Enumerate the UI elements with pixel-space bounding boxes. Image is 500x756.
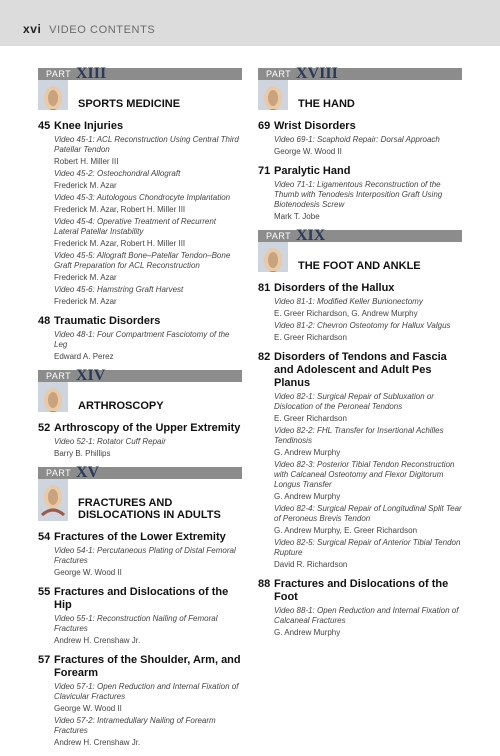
part-header [258,227,462,274]
video-author: Frederick M. Azar, Robert H. Miller III [54,239,186,248]
chapter-title[interactable] [38,120,242,133]
part-title: SPORTS MEDICINE [78,98,181,110]
header-text [23,22,155,36]
part-bar [38,370,242,382]
chapter-name: Traumatic Disorders [54,315,161,327]
video-title[interactable]: Video 88-1: Open Reduction and Internal Fixation of Calcaneal Fractures [274,606,459,625]
part-illustration [258,80,288,110]
part-header [38,65,242,112]
video-author: Robert H. Miller III [54,157,119,166]
chapter-name: Fractures and Dislocations of the Hip [54,586,229,611]
video-author: Andrew H. Crenshaw Jr. [54,636,141,645]
video-author: G. Andrew Murphy [274,492,341,501]
video-title[interactable]: Video 82-3: Posterior Tibial Tendon Reconstruction with Calcaneal Osteotomy and Flexor Digitorum Longus Transfer [274,460,455,489]
chapter-name: Disorders of the Hallux [274,282,395,294]
chapter-entry [38,422,242,459]
part-numeral: XVIII [296,65,338,82]
chapter-number: 48 [38,315,51,327]
chapter-name: Wrist Disorders [274,120,356,132]
video-title[interactable]: Video 82-4: Surgical Repair of Longitudinal Split Tear of Peroneus Brevis Tendon [274,504,462,523]
part-header [258,65,462,112]
video-author: G. Andrew Murphy, E. Greer Richardson [274,526,418,535]
part-bar [258,68,462,80]
chapter-entry [258,351,462,570]
chapter-number: 81 [258,282,271,294]
video-title[interactable]: Video 45-4: Operative Treatment of Recurrent Lateral Patellar Instability [54,217,217,236]
chapter-name: Arthroscopy of the Upper Extremity [54,422,241,434]
video-author: George W. Wood II [54,568,122,577]
video-title[interactable]: Video 48-1: Four Compartment Fasciotomy of the Leg [54,330,230,349]
video-author: Barry B. Phillips [54,449,111,458]
video-title[interactable]: Video 45-3: Autologous Chondrocyte Implantation [54,193,231,202]
video-author: Frederick M. Azar [54,297,117,306]
part-illustration [38,479,68,521]
video-author: Frederick M. Azar, Robert H. Miller III [54,205,186,214]
part-numeral: XIX [296,227,326,244]
chapter-number: 52 [38,422,51,434]
video-author: George W. Wood II [54,704,122,713]
video-author: E. Greer Richardson, G. Andrew Murphy [274,309,418,318]
chapter-entry [38,531,242,578]
chapter-name: Knee Injuries [54,120,124,132]
chapter-number: 45 [38,120,51,132]
video-title[interactable]: Video 45-1: ACL Reconstruction Using Central Third Patellar Tendon [54,135,239,154]
video-author: George W. Wood II [274,147,342,156]
part-bar [38,467,242,479]
video-author: Andrew H. Crenshaw Jr. [54,738,141,747]
page-number: xvi [23,22,42,36]
chapter-title[interactable] [258,351,462,390]
video-author: G. Andrew Murphy [274,448,341,457]
chapter-title[interactable] [258,578,462,604]
part-header [38,367,242,414]
video-author: David R. Richardson [274,560,348,569]
video-author: Edward A. Perez [54,352,114,361]
video-title[interactable]: Video 57-2: Intramedullary Nailing of Forearm Fractures [54,716,216,735]
chapter-title[interactable] [38,531,242,544]
part-label: PART [46,69,72,79]
video-title[interactable]: Video 54-1: Percutaneous Plating of Distal Femoral Fractures [54,546,236,565]
part-header [38,464,242,523]
part-illustration [38,382,68,412]
page-header [0,0,500,60]
video-title[interactable]: Video 82-5: Surgical Repair of Anterior Tibial Tendon Rupture [274,538,461,557]
part-title: ARTHROSCOPY [78,400,164,412]
left-column [38,65,242,756]
chapter-number: 57 [38,654,51,666]
chapter-title[interactable] [38,315,242,328]
chapter-name: Fractures and Dislocations of the Foot [274,578,449,603]
video-title[interactable]: Video 69-1: Scaphoid Repair: Dorsal Approach [274,135,440,144]
chapter-number: 55 [38,586,51,598]
video-title[interactable]: Video 81-1: Modified Keller Bunionectomy [274,297,423,306]
video-title[interactable]: Video 82-1: Surgical Repair of Subluxation or Dislocation of the Peroneal Tendons [274,392,434,411]
part-label: PART [266,231,292,241]
video-title[interactable]: Video 52-1: Rotator Cuff Repair [54,437,166,446]
chapter-number: 82 [258,351,271,363]
chapter-entry [258,578,462,638]
video-title[interactable]: Video 71-1: Ligamentous Reconstruction of the Thumb with Tenodesis Interposition Graft Using Biotenodesis Screw [274,180,443,209]
part-label: PART [266,69,292,79]
video-title[interactable]: Video 45-5: Allograft Bone–Patellar Tendon–Bone Graft Preparation for ACL Reconstruction [54,251,231,270]
chapter-name: Disorders of Tendons and Fascia and Adolescent and Adult Pes Planus [274,351,447,389]
chapter-number: 69 [258,120,271,132]
video-author: G. Andrew Murphy [274,628,341,637]
right-column [258,65,462,646]
video-author: Mark T. Jobe [274,212,320,221]
video-author: E. Greer Richardson [274,333,347,342]
part-label: PART [46,371,72,381]
chapter-entry [38,120,242,307]
part-title: THE FOOT AND ANKLE [298,260,421,272]
chapter-title[interactable] [258,120,462,133]
part-illustration [258,242,288,272]
part-bar [38,68,242,80]
chapter-entry [258,165,462,222]
part-title: THE HAND [298,98,355,110]
video-author: E. Greer Richardson [274,414,347,423]
chapter-title[interactable] [258,165,462,178]
video-author: Frederick M. Azar [54,273,117,282]
chapter-name: Fractures of the Lower Extremity [54,531,226,543]
chapter-number: 71 [258,165,271,177]
chapter-title[interactable] [258,282,462,295]
chapter-title[interactable] [38,654,242,680]
video-title[interactable]: Video 57-1: Open Reduction and Internal Fixation of Clavicular Fractures [54,682,239,701]
video-title[interactable]: Video 55-1: Reconstruction Nailing of Femoral Fractures [54,614,218,633]
video-title[interactable]: Video 82-2: FHL Transfer for Insertional Achilles Tendinosis [274,426,444,445]
part-illustration [38,80,68,110]
video-title[interactable]: Video 81-2: Chevron Osteotomy for Hallux Valgus [274,321,451,330]
chapter-entry [38,586,242,646]
chapter-number: 54 [38,531,51,543]
chapter-entry [38,654,242,748]
chapter-number: 88 [258,578,271,590]
part-bar [258,230,462,242]
video-title[interactable]: Video 45-2: Osteochondral Allograft [54,169,181,178]
part-title: FRACTURES AND DISLOCATIONS IN ADULTS [78,497,221,521]
section-title: VIDEO CONTENTS [49,24,156,36]
video-title[interactable]: Video 45-6: Hamstring Graft Harvest [54,285,184,294]
video-author: Frederick M. Azar [54,181,117,190]
chapter-entry [38,315,242,362]
chapter-title[interactable] [38,422,242,435]
chapter-name: Fractures of the Shoulder, Arm, and Forearm [54,654,241,679]
chapter-name: Paralytic Hand [274,165,351,177]
part-numeral: XIV [76,367,106,384]
part-numeral: XIII [76,65,107,82]
chapter-title[interactable] [38,586,242,612]
chapter-entry [258,120,462,157]
part-numeral: XV [76,464,100,481]
chapter-entry [258,282,462,343]
part-label: PART [46,468,72,478]
